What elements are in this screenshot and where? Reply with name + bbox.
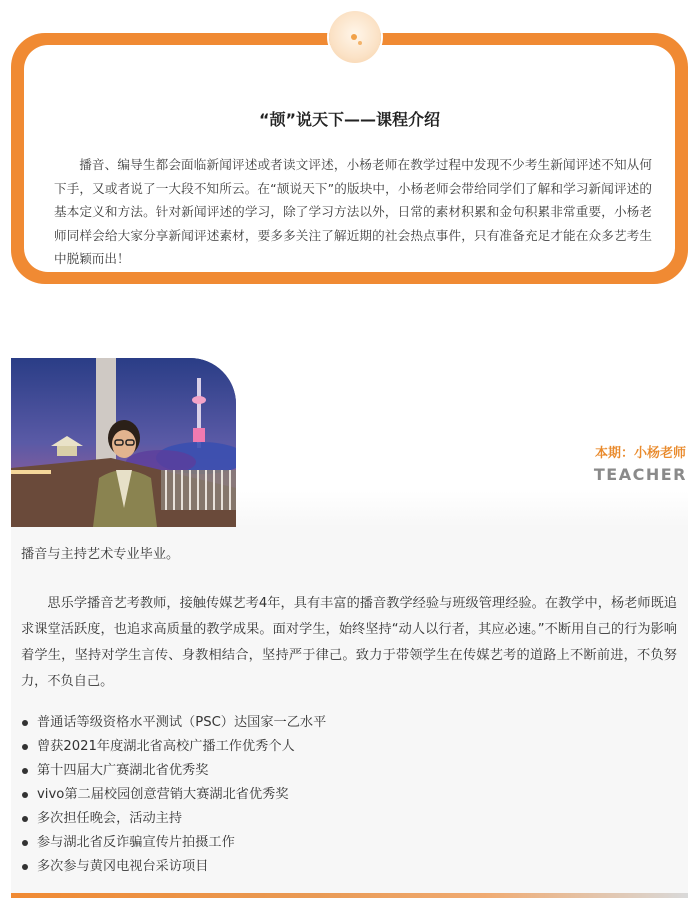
- list-item: 第十四届大广赛湖北省优秀奖: [21, 759, 671, 783]
- teacher-photo: [11, 358, 236, 527]
- list-item: 普通话等级资格水平测试（PSC）达国家一乙水平: [21, 711, 671, 735]
- course-intro-card-inner: [24, 45, 675, 272]
- bullet-icon: [22, 816, 28, 822]
- list-item: 多次参与黄冈电视台采访项目: [21, 855, 671, 879]
- list-item: 曾获2021年度湖北省高校广播工作优秀个人: [21, 735, 671, 759]
- teacher-period-label: 本期：小杨老师: [594, 446, 686, 461]
- bullet-icon: [22, 864, 28, 870]
- bullet-icon: [22, 720, 28, 726]
- bullet-icon: [22, 840, 28, 846]
- decorative-badge-icon: [329, 11, 381, 63]
- teacher-summary: 播音与主持艺术专业毕业。: [21, 547, 180, 562]
- teacher-tag-line1: TEACHER: [593, 465, 687, 484]
- bullet-icon: [22, 768, 28, 774]
- list-item: vivo第二届校园创意营销大赛湖北省优秀奖: [21, 783, 671, 807]
- course-intro-body: 播音、编导生都会面临新闻评述或者读文评述，小杨老师在教学过程中发现不少考生新闻评述不知从何下手，又或者说了一大段不知所云。在“颉说天下”的版块中，小杨老师会带给同学们了解和学习新闻评述的基本定义和方法。针对新闻评述的学习，除了学习方法以外，日常的素材积累和金句积累非常重要，小杨老师同样会给大家分享新闻评述素材，要多多关注了解近期的社会热点事件，只有准备充足才能在众多艺考生中脱颖而出！: [54, 157, 652, 266]
- bullet-icon: [22, 792, 28, 798]
- teacher-bio: 思乐学播音艺考教师，接触传媒艺考4年，具有丰富的播音教学经验与班级管理经验。在教学中，杨老师既追求课堂活跃度，也追求高质量的教学成果。面对学生，始终坚持“动人以行者，其应必速。”不断用自己的行为影响着学生，坚持对学生言传、身教相结合，坚持严于律己。致力于带领学生在传媒艺考的道路上不断前进，不负努力，不负自己。: [21, 596, 677, 689]
- achievement-list: [21, 711, 671, 879]
- list-item: 参与湖北省反诈骗宣传片拍摄工作: [21, 831, 671, 855]
- list-item: 多次担任晚会，活动主持: [21, 807, 671, 831]
- bottom-gradient-divider: [11, 893, 688, 898]
- teacher-panel-fade: [236, 491, 688, 527]
- bullet-icon: [22, 744, 28, 750]
- course-intro-card: [11, 33, 688, 284]
- course-intro-title: “颉”说天下——课程介绍: [258, 110, 441, 129]
